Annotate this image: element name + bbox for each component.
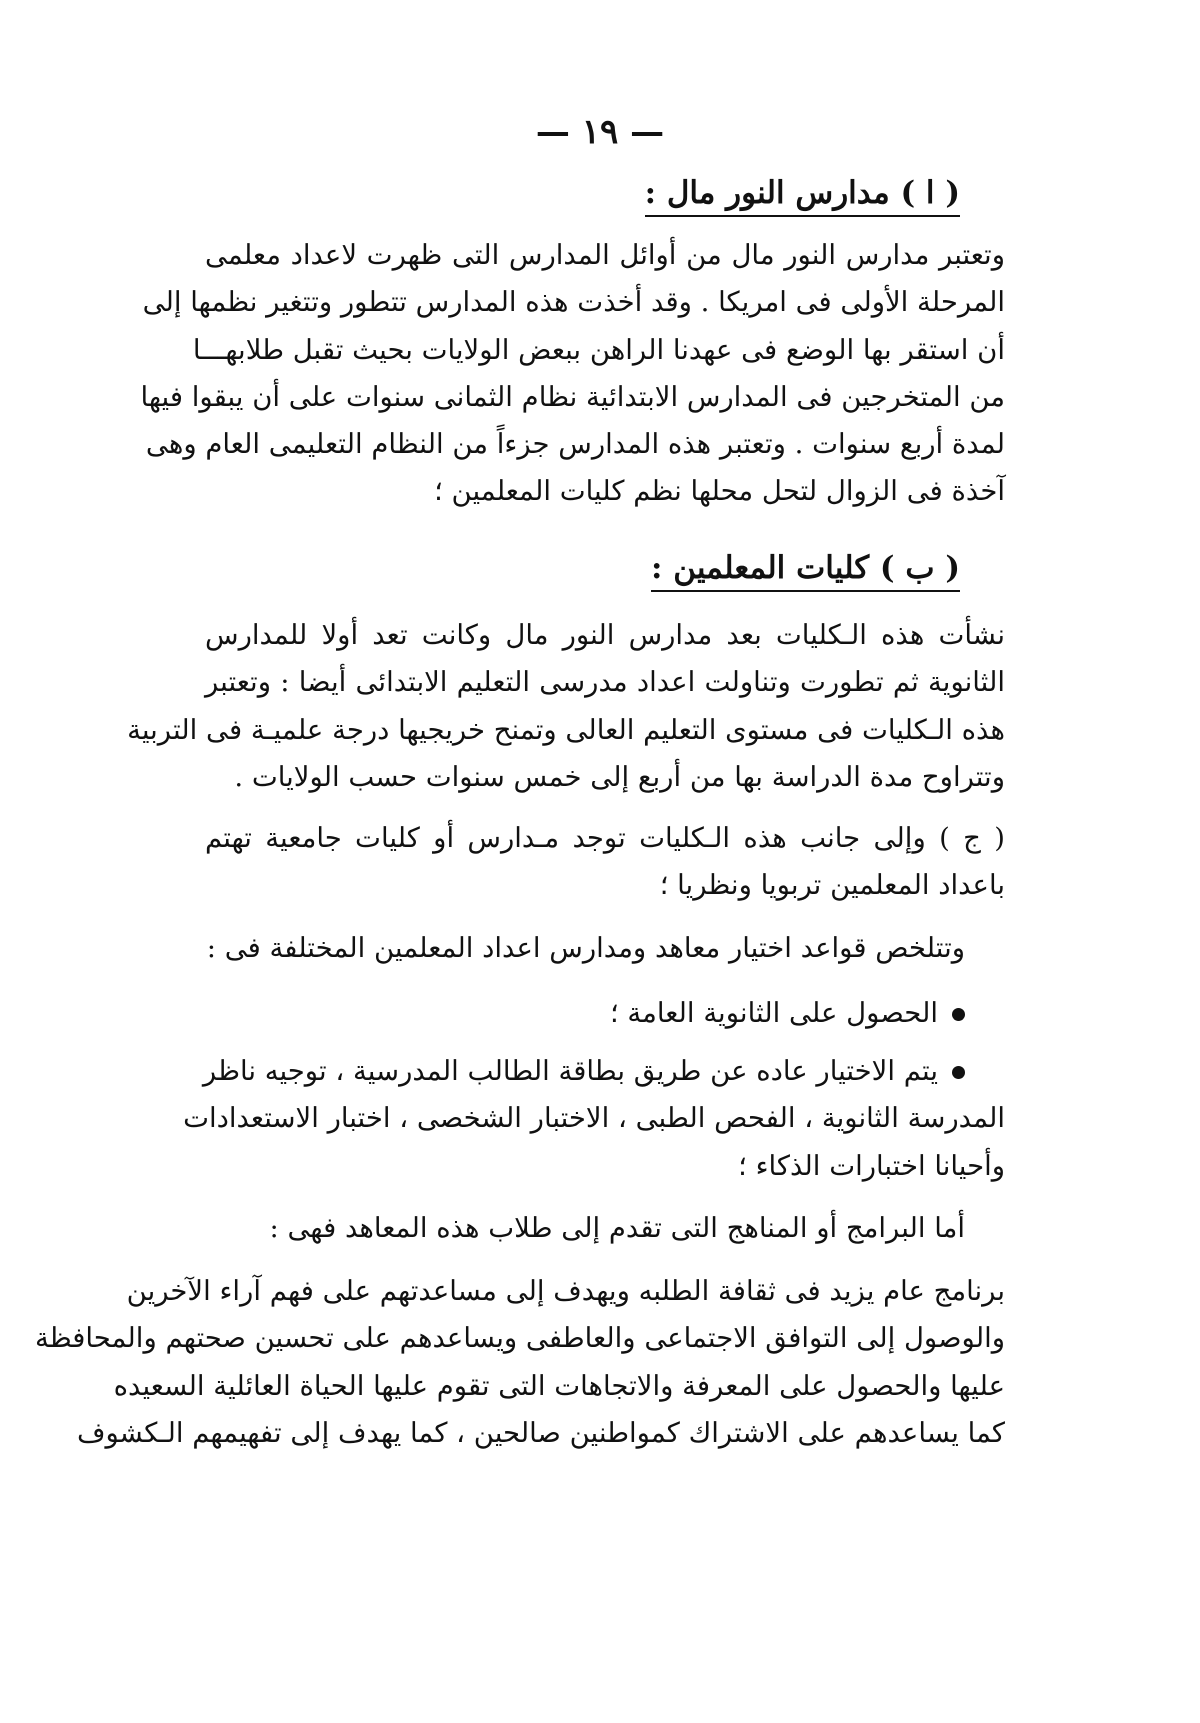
text-line: وأحيانا اختبارات الذكاء ؛	[738, 1149, 1005, 1182]
bullet-item-1	[205, 990, 1005, 1037]
text-line: ( ج ) وإلى جانب هذه الـكليات توجد مـدارس أو كليات جامعية تهتم	[205, 822, 1005, 854]
page-number: — ١٩ —	[535, 112, 665, 152]
text-line	[202, 1048, 1005, 1095]
text-line: باعداد المعلمين تربويا ونظريا ؛	[659, 869, 1005, 902]
section-a-heading: ( ا ) مدارس النور مال :	[645, 175, 960, 217]
text-line: وتتلخص قواعد اختيار معاهد ومدارس اعداد المعلمين المختلفة فى :	[206, 932, 965, 964]
section-a-paragraph	[140, 232, 1005, 516]
text-line: أما البرامج أو المناهج التى تقدم إلى طلاب هذه المعاهد فهى :	[269, 1212, 965, 1244]
bullet-item-2	[183, 1048, 1005, 1190]
bullet-text: الحصول على الثانوية العامة ؛	[609, 997, 938, 1029]
bullet-icon	[952, 1066, 965, 1079]
text-line: عليها والحصول على المعرفة والاتجاهات التى تقوم عليها الحياة العائلية السعيده	[113, 1369, 1005, 1402]
text-line: كما يساعدهم على الاشتراك كمواطنين صالحين ، كما يهدف إلى تفهيمهم الـكشوف	[76, 1416, 1005, 1449]
text-line: أن استقر بها الوضع فى عهدنا الراهن ببعض الولايات بحيث تقبل طلابهـــا	[192, 333, 1005, 366]
text-line: المرحلة الأولى فى امريكا . وقد أخذت هذه المدارس تتطور وتتغير نظمها إلى	[142, 286, 1005, 319]
section-c-paragraph	[205, 815, 1005, 910]
bullet-text: يتم الاختيار عاده عن طريق بطاقة الطالب المدرسية ، توجيه ناظر	[202, 1055, 938, 1087]
text-line: نشأت هذه الـكليات بعد مدارس النور مال وكانت تعد أولا للمدارس	[205, 619, 1005, 651]
text-line: وتعتبر مدارس النور مال من أوائل المدارس التى ظهرت لاعداد معلمى	[205, 239, 1005, 271]
text-line: هذه الـكليات فى مستوى التعليم العالى وتمنح خريجيها درجة علميـة فى التربية	[127, 713, 1005, 746]
criteria-intro	[205, 925, 1005, 972]
text-line: آخذة فى الزوال لتحل محلها نظم كليات المعلمين ؛	[434, 475, 1005, 508]
text-line: المدرسة الثانوية ، الفحص الطبى ، الاختبار الشخصى ، اختبار الاستعدادات	[183, 1102, 1005, 1135]
text-line: لمدة أربع سنوات . وتعتبر هذه المدارس جزءاً من النظام التعليمى العام وهى	[145, 428, 1005, 461]
programs-intro	[205, 1205, 1005, 1252]
text-line: الثانوية ثم تطورت وتناولت اعداد مدرسى التعليم الابتدائى أيضا : وتعتبر	[205, 666, 1005, 699]
bullet-icon	[952, 1008, 965, 1021]
section-b-paragraph	[127, 612, 1005, 801]
text-line: وتتراوح مدة الدراسة بها من أربع إلى خمس سنوات حسب الولايات .	[234, 760, 1005, 793]
section-b-heading: ( ب ) كليات المعلمين :	[651, 550, 960, 592]
text-line: والوصول إلى التوافق الاجتماعى والعاطفى ويساعدهم على تحسين صحتهم والمحافظة	[34, 1322, 1005, 1355]
programs-paragraph	[34, 1268, 1005, 1457]
text-line: برنامج عام يزيد فى ثقافة الطلبه ويهدف إلى مساعدتهم على فهم آراء الآخرين	[126, 1275, 1005, 1307]
text-line: من المتخرجين فى المدارس الابتدائية نظام الثمانى سنوات على أن يبقوا فيها	[140, 380, 1005, 413]
text-line	[205, 990, 965, 1037]
